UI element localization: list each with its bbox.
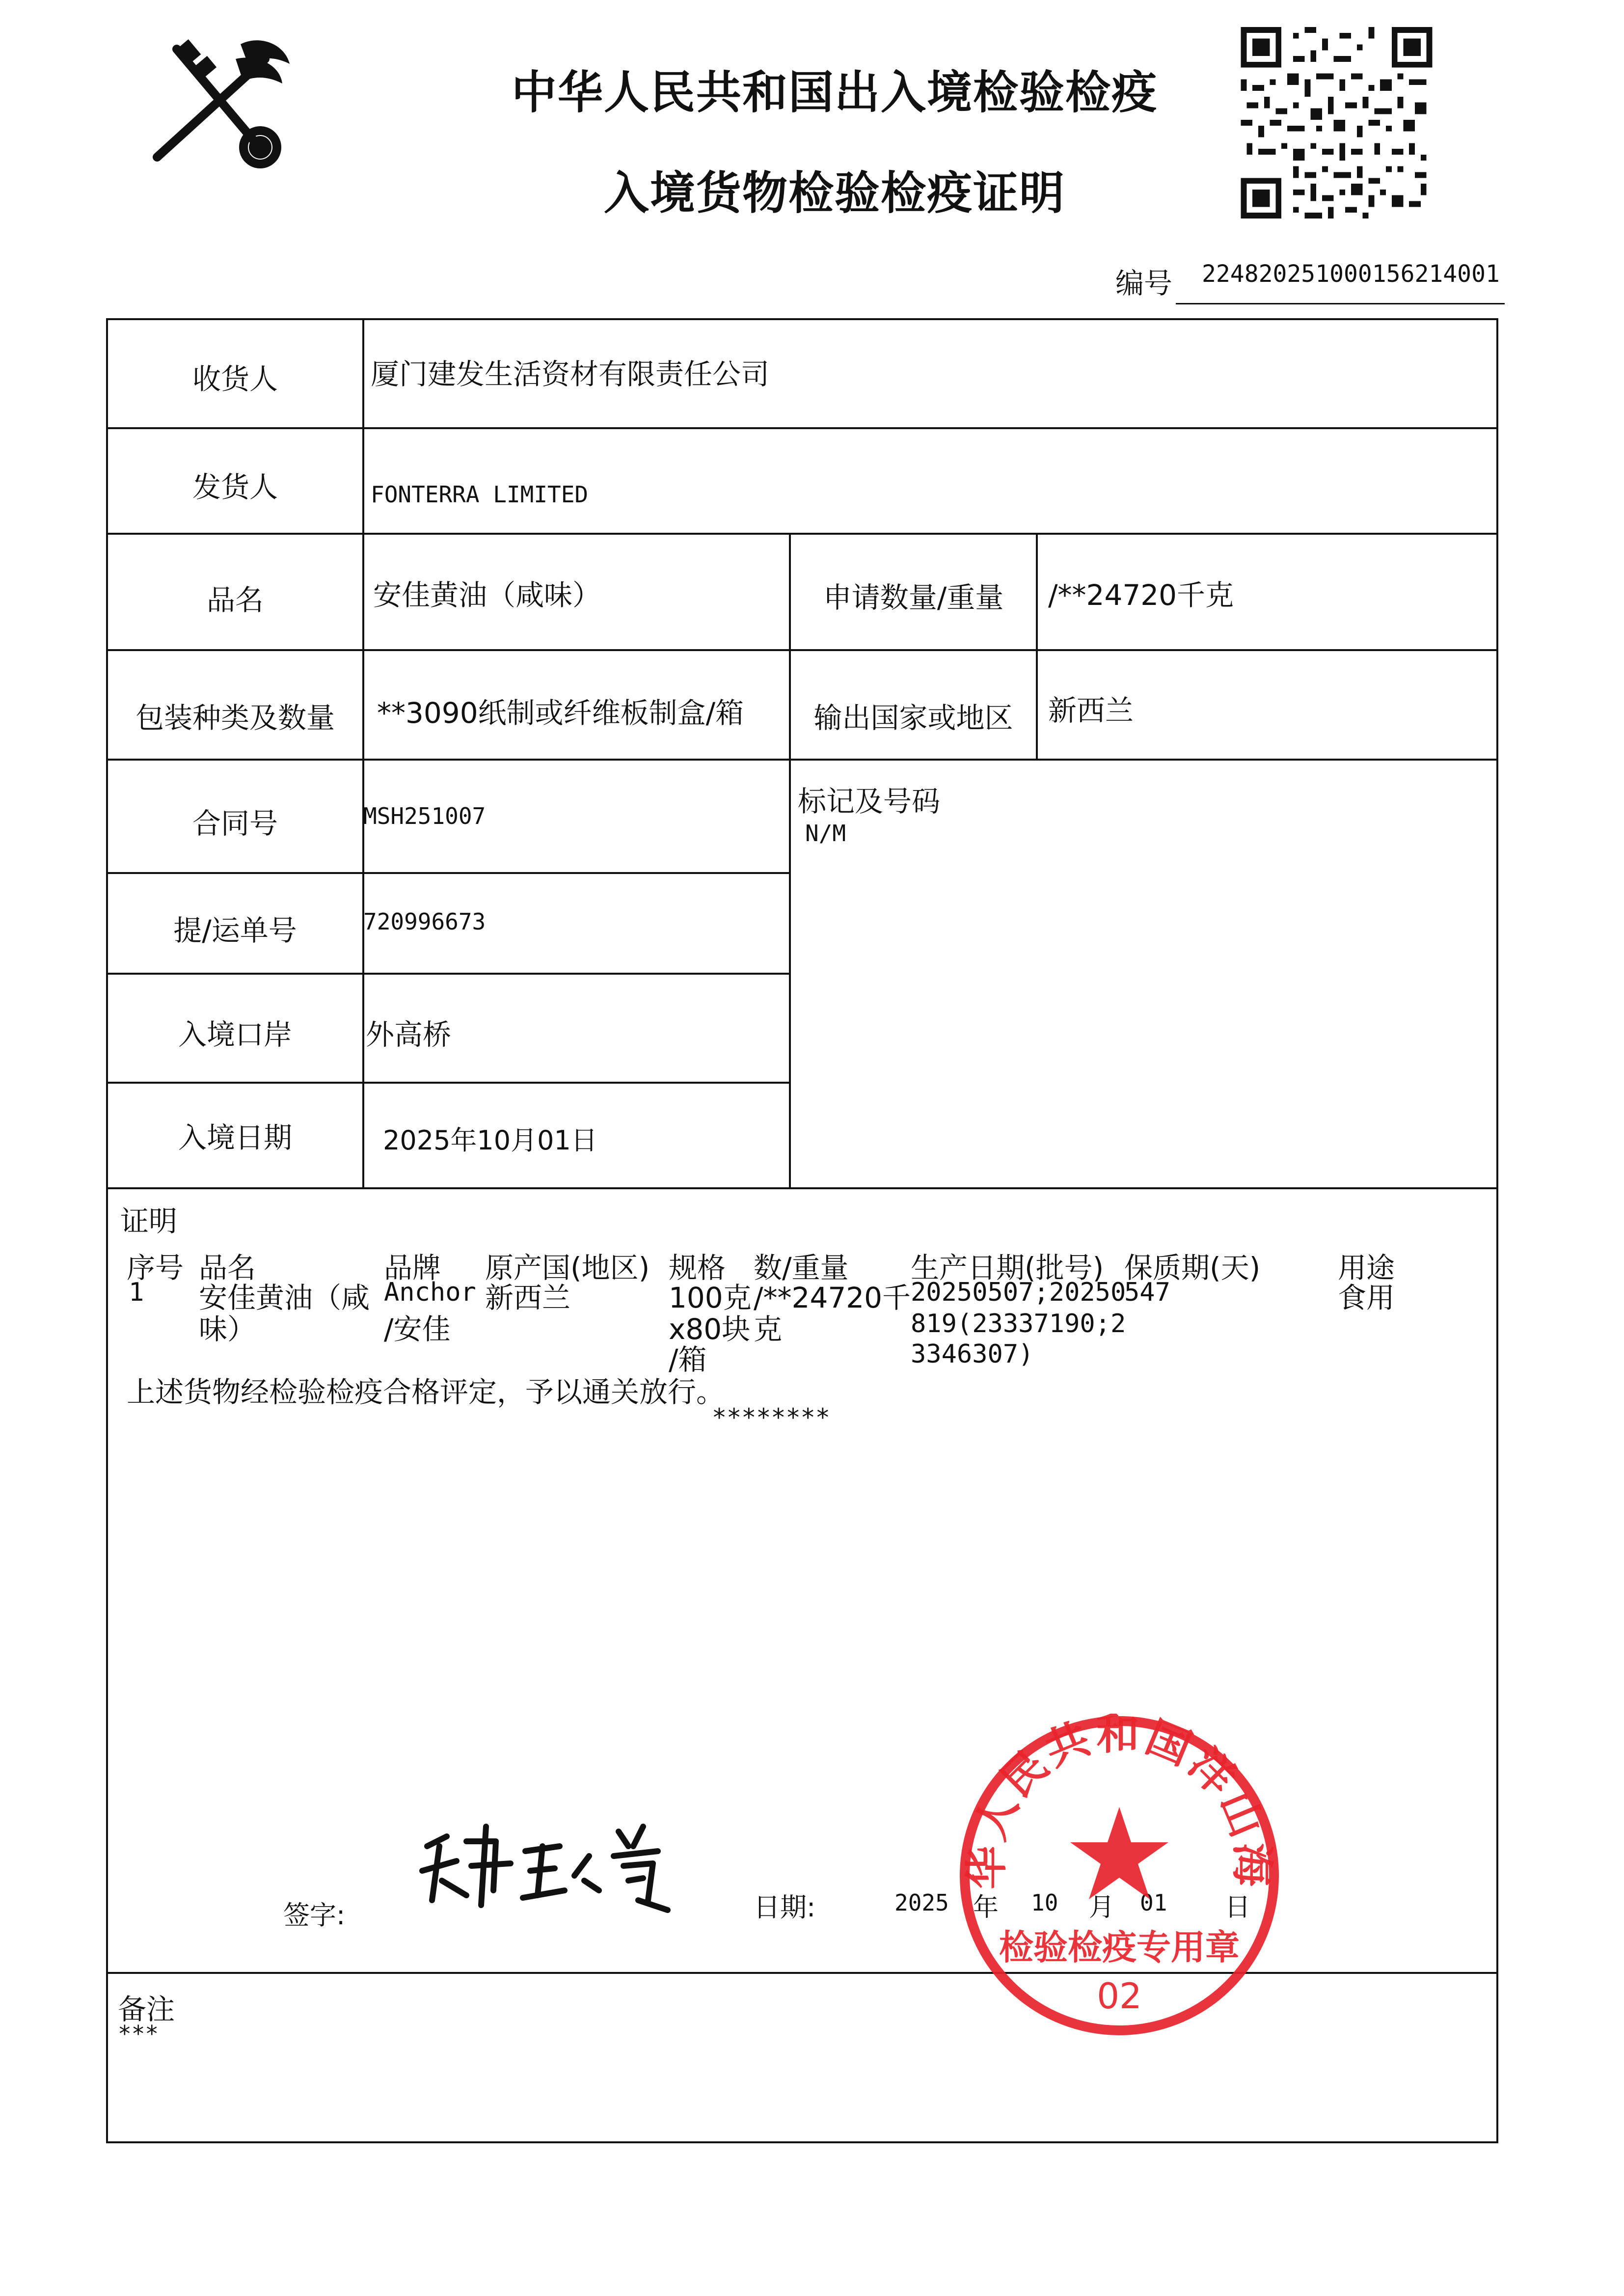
document-title-line2: 入境货物检验检疫证明 <box>603 167 1065 219</box>
marks-label: 标记及号码 <box>798 785 941 818</box>
consignor-label: 发货人 <box>192 470 278 504</box>
star-icon <box>1070 1807 1168 1899</box>
quantity-label: 申请数量/重量 <box>823 581 1004 614</box>
entry-date-label: 入境日期 <box>178 1121 292 1154</box>
row-production-line1: 20250507;20250 <box>911 1278 1126 1307</box>
document-title-line1: 中华人民共和国出入境检验检疫 <box>511 66 1158 119</box>
qr-code <box>1240 27 1434 219</box>
column-header: 序号 <box>127 1251 184 1285</box>
row-seq: 1 <box>129 1278 144 1307</box>
port-label: 入境口岸 <box>178 1018 292 1051</box>
remarks-label: 备注 <box>118 1993 175 2026</box>
contract-label: 合同号 <box>192 807 278 840</box>
column-header: 原产国(地区) <box>485 1251 650 1285</box>
sign-date-month: 10 <box>1031 1889 1058 1916</box>
number-label: 编号 <box>1115 267 1173 300</box>
stamp-inner-text: 检验检疫专用章 <box>999 1927 1240 1968</box>
row-quantity-line2: 克 <box>754 1312 783 1346</box>
row-shelf-life: 547 <box>1124 1278 1170 1307</box>
certificate-section-label: 证明 <box>120 1204 178 1238</box>
row-spec-line1: 100克 <box>669 1281 752 1314</box>
certificate-statement: 上述货物经检验检疫合格评定，予以通关放行。 <box>127 1375 725 1409</box>
sign-date-year-unit: 年 <box>973 1893 999 1922</box>
consignee-value: 厦门建发生活资材有限责任公司 <box>371 357 770 391</box>
sign-date-day: 01 <box>1140 1889 1167 1916</box>
product-value: 安佳黄油（咸味） <box>373 578 601 612</box>
customs-emblem-icon <box>142 29 299 172</box>
row-use: 食用 <box>1338 1281 1395 1314</box>
product-label: 品名 <box>206 583 264 617</box>
country-label: 输出国家或地区 <box>813 701 1013 735</box>
column-header: 用途 <box>1338 1251 1395 1285</box>
sign-date-day-unit: 日 <box>1225 1893 1251 1922</box>
row-brand-line1: Anchor <box>384 1278 476 1307</box>
port-value: 外高桥 <box>366 1018 452 1051</box>
bill-value: 720996673 <box>363 908 486 935</box>
column-header: 数/重量 <box>754 1251 849 1285</box>
entry-date-value: 2025年10月01日 <box>383 1125 597 1156</box>
column-header: 品名 <box>199 1251 256 1285</box>
signature <box>412 1817 687 1915</box>
number-underline <box>1176 303 1505 304</box>
marks-value: N/M <box>805 820 846 847</box>
statement-stars: ******** <box>712 1403 830 1432</box>
country-value: 新西兰 <box>1048 694 1134 727</box>
row-quantity-line1: /**24720千 <box>754 1281 911 1314</box>
sign-date-month-unit: 月 <box>1089 1893 1115 1922</box>
row-origin: 新西兰 <box>485 1281 571 1314</box>
column-header: 保质期(天) <box>1124 1251 1261 1285</box>
bill-label: 提/运单号 <box>173 914 297 947</box>
consignor-value: FONTERRA LIMITED <box>371 481 589 508</box>
row-spec-line2: x80块 <box>669 1312 751 1346</box>
row-production-line2: 819(23337190;2 <box>911 1309 1126 1339</box>
row-production-line3: 3346307) <box>911 1339 1034 1369</box>
sign-date-label: 日期: <box>754 1892 816 1923</box>
remarks-value: *** <box>118 2021 159 2047</box>
sign-date-year: 2025 <box>894 1889 949 1916</box>
column-header: 规格 <box>669 1251 726 1285</box>
stamp-code: 02 <box>1097 1975 1142 2017</box>
row-name-line1: 安佳黄油（咸 <box>199 1281 370 1314</box>
row-spec-line3: /箱 <box>669 1343 707 1376</box>
sign-label: 签字: <box>283 1900 346 1931</box>
official-stamp <box>957 1714 1281 2038</box>
stamp-arc-text: 华人民共和国洋山海 <box>961 1714 1278 1889</box>
row-brand-line2: /安佳 <box>384 1312 451 1346</box>
package-value: **3090纸制或纤维板制盒/箱 <box>377 696 744 730</box>
package-label: 包装种类及数量 <box>135 701 335 735</box>
certificate-number: 2248202510001562140​01 <box>1202 260 1500 288</box>
quantity-value: /**24720千克 <box>1048 578 1234 612</box>
contract-value: MSH251007 <box>363 803 486 829</box>
row-name-line2: 味） <box>199 1312 256 1346</box>
column-header: 品牌 <box>384 1251 441 1285</box>
consignee-label: 收货人 <box>192 362 278 396</box>
column-header: 生产日期(批号) <box>911 1251 1104 1285</box>
